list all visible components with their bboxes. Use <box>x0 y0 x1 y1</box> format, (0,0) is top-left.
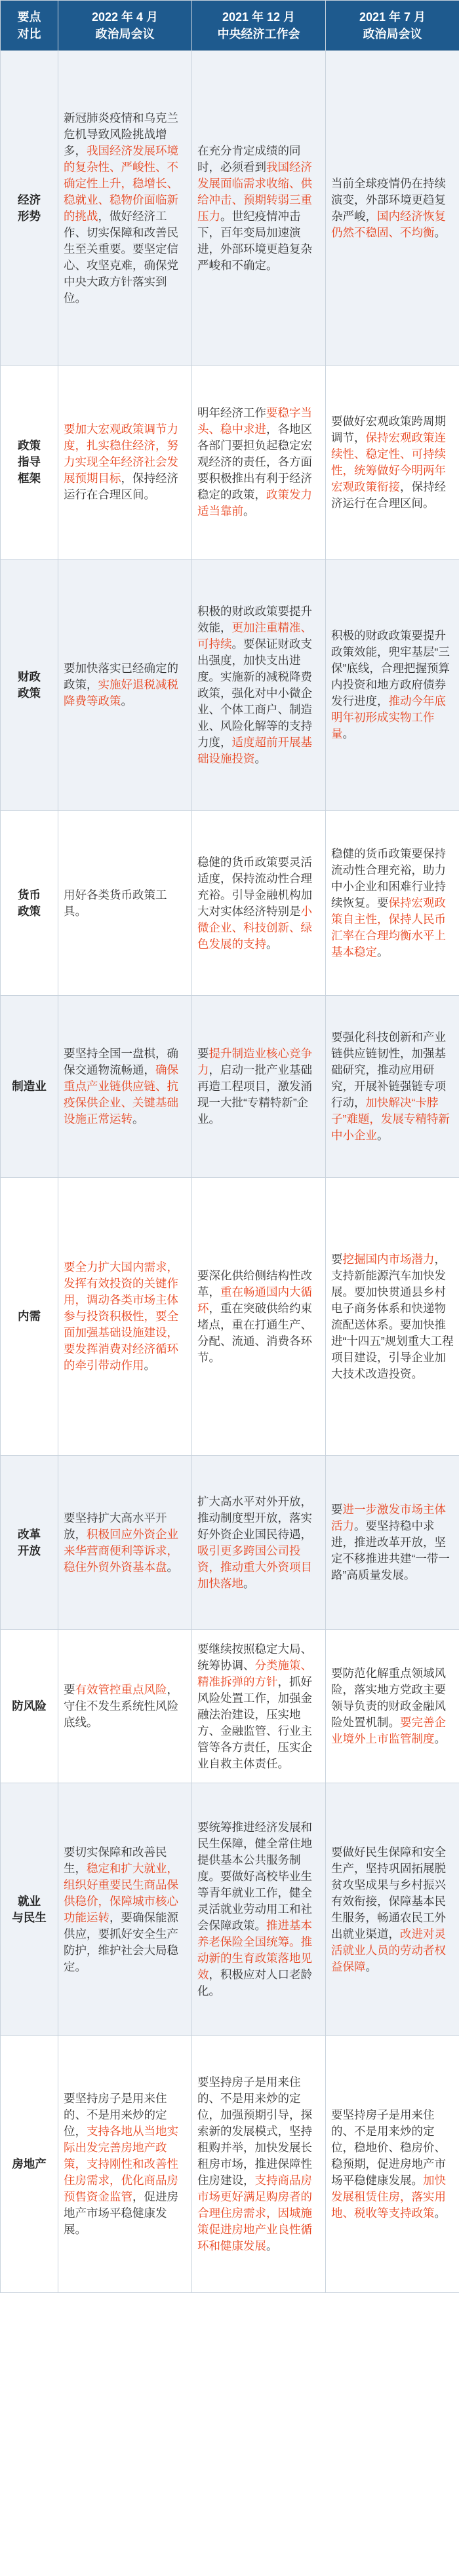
cell-text: 用好各类货币政策工具。 <box>64 888 167 918</box>
cell-text: 。 <box>434 2207 446 2220</box>
table-row <box>1 996 459 1178</box>
highlighted-text: 要完善企业境外上市监管制度 <box>331 1716 446 1745</box>
table-row <box>1 1630 459 1783</box>
table-row <box>1 811 459 996</box>
header-key-points: 要点 对比 <box>1 1 58 51</box>
table-row <box>1 2036 459 2293</box>
cell-2021-jul <box>326 996 459 1178</box>
highlighted-text: 确保重点产业链供应链、抗疫保供企业、关键基础设施正常运转 <box>64 1063 178 1126</box>
highlighted-text: 加快发展租赁住房，落实用地、税收等支持政策 <box>331 2174 446 2220</box>
cell-text: 。 <box>144 1359 155 1372</box>
cell-text: 要强化科技创新和产业链供应链韧性，加强基础研究，推动应用研究，开展补链强链专项行动， <box>331 1031 446 1109</box>
cell-text: 积极的财政政策要提升政策效能，兜牢基层“三保”底线，合理把握预算内投资和地方政府债券发行进度， <box>331 629 450 708</box>
cell-2022-apr <box>58 2036 192 2293</box>
highlighted-text: 提升制造业核心竞争力 <box>197 1047 312 1076</box>
highlighted-text: 吸引更多跨国公司投资，推动重大外资项目加快落地 <box>197 1544 312 1590</box>
row-label: 制造业 <box>1 996 58 1178</box>
cell-text: 。 <box>132 1112 144 1126</box>
highlighted-text: 分类施策、精准拆弹的方针 <box>197 1658 312 1688</box>
header-row <box>1 1 459 51</box>
table-row <box>1 559 459 811</box>
highlighted-text: 保持宏观政策连续性、稳定性、可持续性，统筹做好今明两年宏观政策衔接 <box>331 430 446 493</box>
highlighted-text: 稳定和扩大就业，组织好重要民生商品保供稳价，保障城市核心功能运转 <box>64 1861 178 1924</box>
cell-text: 。 <box>266 2239 278 2252</box>
cell-2022-apr <box>58 559 192 811</box>
row-label: 房地产 <box>1 2036 58 2293</box>
row-label: 财政 政策 <box>1 559 58 811</box>
highlighted-text: 支持各地从当地实际出发完善房地产政策，支持刚性和改善性住房需求，优化商品房预售资金监管 <box>64 2125 178 2203</box>
cell-text: 稳健的货币政策要保持流动性合理充裕，助力中小企业和困难行业持续恢复。要 <box>331 847 446 909</box>
cell-2021-jul <box>326 51 459 366</box>
cell-text: ，保持经济运行在合理区间。 <box>331 480 446 510</box>
cell-text: ，抓好风险处置工作，加强金融法治建设，压实地方、金融监管、行业主管等各方责任，压实企业自救主体责任。 <box>197 1675 312 1770</box>
table-row <box>1 366 459 559</box>
cell-text: ，各地区各部门要担负起稳定宏观经济的责任，各方面要积极推出有利于经济稳定的政策， <box>197 423 312 501</box>
cell-text: 。 <box>377 945 389 958</box>
cell-2021-jul <box>326 2036 459 2293</box>
highlighted-text: 适度超前开展基础设施投资 <box>197 735 312 765</box>
cell-text: 。 <box>365 1960 377 1973</box>
highlighted-text: 挖掘国内市场潜力 <box>342 1252 435 1266</box>
highlighted-text: 重在畅通国内大循环 <box>197 1285 312 1315</box>
highlighted-text: 要稳字当头、稳中求进 <box>197 406 312 436</box>
cell-2021-jul <box>326 366 459 559</box>
header-2021-jul-politburo: 2021 年 7 月 政治局会议 <box>326 1 459 51</box>
cell-text: 要坚持房子是用来住的、不是用来炒的定位，加强预期引导，探索新的发展模式，坚持租购并举，加快发展长租房市场，推进保障性住房建设， <box>197 2075 312 2187</box>
row-label: 经济 形势 <box>1 51 58 366</box>
highlighted-text: 要全力扩大国内需求，发挥有效投资的关键作用，调动各类市场主体参与投资积极性，要全面加强基础设施建设，要发挥消费对经济循环的牵引带动作用 <box>64 1260 178 1372</box>
cell-2021-dec <box>192 996 326 1178</box>
row-label: 货币 政策 <box>1 811 58 996</box>
cell-text: ，积极应对人口老龄化。 <box>197 1968 312 1998</box>
table-row <box>1 1456 459 1630</box>
cell-text: 。世纪疫情冲击下，百年变局加速演进，外部环境更趋复杂严峻和不确定。 <box>197 209 312 272</box>
highlighted-text: 积极回应外资企业来华营商便利等诉求，稳住外贸外资基本盘 <box>64 1527 178 1574</box>
cell-2021-jul <box>326 1630 459 1783</box>
cell-2021-dec <box>192 1783 326 2036</box>
cell-text: 。 <box>243 504 255 518</box>
cell-2021-dec <box>192 1630 326 1783</box>
cell-text: 要做好民生保障和安全生产，坚持巩固拓展脱贫攻坚成果与乡村振兴有效衔接，保障基本民生服务，畅通农民工外出就业渠道， <box>331 1845 446 1941</box>
row-label: 防风险 <box>1 1630 58 1783</box>
cell-2021-dec <box>192 2036 326 2293</box>
row-label: 政策 指导 框架 <box>1 366 58 559</box>
highlighted-text: 政策发力适当靠前 <box>197 488 312 518</box>
cell-text: 稳健的货币政策要灵活适度，保持流动性合理充裕。引导金融机构加大对实体经济特别是 <box>197 855 312 918</box>
cell-text: 要坚持扩大高水平开放， <box>64 1511 167 1541</box>
cell-text: 要做好宏观政策跨周期调节， <box>331 414 446 444</box>
cell-text: ，守住不发生系统性风险底线。 <box>64 1683 178 1729</box>
cell-text: 要 <box>197 1047 209 1060</box>
cell-2021-jul <box>326 1178 459 1456</box>
highlighted-text: 小微企业、科技创新、绿色发展的支持 <box>197 904 312 951</box>
cell-text: 要 <box>331 1503 343 1516</box>
cell-2022-apr <box>58 1783 192 2036</box>
cell-text: ，启动一批产业基础再造工程项目，激发涌现一大批“专精特新”企业。 <box>197 1063 312 1126</box>
cell-text: 要防范化解重点领域风险，落实地方党政主要领导负责的财政金融风险处置机制。 <box>331 1667 446 1729</box>
highlighted-text: 保持宏观政策自主性，保持人民币汇率在合理均衡水平上基本稳定 <box>331 896 446 958</box>
highlighted-text: 推进基本养老保险全国统筹。推动新的生育政策落地见效 <box>197 1919 312 1981</box>
cell-text: 。 <box>434 1732 446 1745</box>
highlighted-text: 国内经济恢复仍然不稳固、不均衡 <box>331 209 446 239</box>
table-row <box>1 1783 459 2036</box>
cell-2021-jul <box>326 559 459 811</box>
cell-2021-dec <box>192 51 326 366</box>
highlighted-text: 实施好退税减税降费等政策 <box>64 678 178 708</box>
highlighted-text: 加快解决“卡脖子”难题，发展专精特新中小企业 <box>331 1096 450 1142</box>
highlighted-text: 有效管控重点风险 <box>75 1683 167 1696</box>
cell-text: 当前全球疫情仍在持续演变，外部环境更趋复杂严峻， <box>331 176 446 223</box>
cell-text: ，要确保能源供应，要抓好安全生产防护，维护社会大局稳定。 <box>64 1910 178 1973</box>
cell-2022-apr <box>58 1178 192 1456</box>
cell-text: 。 <box>167 1560 178 1574</box>
highlighted-text: 推动今年底明年初形成实物工作量 <box>331 694 446 740</box>
cell-text: 。 <box>377 1129 389 1142</box>
header-2022-apr-politburo: 2022 年 4 月 政治局会议 <box>58 1 192 51</box>
cell-text: ，支持新能源汽车加快发展。要加快贯通县乡村电子商务体系和快递物流配送体系。要加快推进“十四五”规划重大工程项目建设，引导企业加大技术改造投资。 <box>331 1252 454 1380</box>
cell-text: 。 <box>266 937 278 951</box>
cell-2021-jul <box>326 811 459 996</box>
cell-2021-dec <box>192 366 326 559</box>
cell-text: 要加快落实已经确定的政策， <box>64 662 178 691</box>
cell-2022-apr <box>58 811 192 996</box>
row-label: 就业 与民生 <box>1 1783 58 2036</box>
highlighted-text: 改进对灵活就业人员的劳动者权益保障 <box>331 1927 446 1973</box>
cell-text: 扩大高水平对外开放，推动制度型开放，落实好外资企业国民待遇， <box>197 1494 312 1541</box>
highlighted-text: 进一步激发市场主体活力 <box>331 1503 446 1532</box>
cell-text: 新冠肺炎疫情和乌克兰危机导致风险挑战增多， <box>64 111 178 157</box>
table-row <box>1 1178 459 1456</box>
cell-text: 。 <box>243 1576 255 1590</box>
cell-text: 。要坚持稳中求进，推进改革开放，坚定不移推进共建“一带一路”高质量发展。 <box>331 1519 450 1582</box>
table-header <box>1 1 459 51</box>
cell-text: 要统筹推进经济发展和民生保障，健全常住地提供基本公共服务制度。要做好高校毕业生等青年就业工作，健全灵活就业劳动用工和社会保障政策。 <box>197 1821 312 1932</box>
cell-text: 。 <box>434 225 446 239</box>
cell-text: 要继续按照稳定大局、统筹协调、 <box>197 1642 312 1672</box>
cell-2022-apr <box>58 1630 192 1783</box>
highlighted-text: 支持商品房市场更好满足购房者的合理住房需求，因城施策促进房地产业良性循环和健康发展 <box>197 2174 312 2252</box>
cell-text: ，做好经济工作、切实保障和改善民生至关重要。要坚定信心、攻坚克难，确保党中央大政方针落实到位。 <box>64 209 178 305</box>
header-2021-dec-economic-conference: 2021 年 12 月 中央经济工作会 <box>192 1 326 51</box>
table-row <box>1 51 459 366</box>
cell-text: 。要保证财政支出强度，加快支出进度。实施新的减税降费政策，强化对中小微企业、个体工商户、制造业、风险化解等的支持力度， <box>197 637 312 749</box>
cell-2021-jul <box>326 1456 459 1630</box>
cell-text: ，促进房地产市场平稳健康发展。 <box>64 2190 178 2236</box>
cell-2021-dec <box>192 811 326 996</box>
cell-2021-dec <box>192 559 326 811</box>
cell-text: 要坚持房子是用来住的、不是用来炒的定位， <box>64 2092 167 2138</box>
highlighted-text: 要加大宏观政策调节力度，扎实稳住经济，努力实现全年经济社会发展预期目标 <box>64 423 178 485</box>
cell-2022-apr <box>58 1456 192 1630</box>
cell-text: 要切实保障和改善民生， <box>64 1845 167 1875</box>
cell-text: 。 <box>254 751 266 765</box>
cell-text: 。 <box>342 727 354 740</box>
cell-text: 要深化供给侧结构性改革， <box>197 1268 312 1298</box>
cell-text: ，保持经济运行在合理区间。 <box>64 472 178 501</box>
cell-text: 要 <box>64 1683 75 1696</box>
cell-2022-apr <box>58 996 192 1178</box>
cell-text: 。 <box>121 694 132 708</box>
highlighted-text: 我国经济发展环境的复杂性、严峻性、不确定性上升，稳增长、稳就业、稳物价面临新的挑战 <box>64 143 178 223</box>
highlighted-text: 我国经济发展面临需求收缩、供给冲击、预期转弱三重压力 <box>197 160 312 223</box>
cell-2021-dec <box>192 1178 326 1456</box>
highlighted-text: 更加注重精准、可持续 <box>197 620 312 651</box>
cell-2022-apr <box>58 366 192 559</box>
cell-text: 要坚持房子是用来住的、不是用来炒的定位，稳地价、稳房价、稳预期，促进房地产市场平稳健康发展。 <box>331 2108 446 2187</box>
row-label: 改革 开放 <box>1 1456 58 1630</box>
cell-text: 在充分肯定成绩的同时，必须看到 <box>197 143 301 174</box>
cell-text: 明年经济工作 <box>197 406 266 419</box>
cell-text: 要 <box>331 1252 343 1266</box>
cell-2022-apr <box>58 51 192 366</box>
cell-text: ，重在突破供给约束堵点，重在打通生产、分配、流通、消费各环节。 <box>197 1301 312 1364</box>
cell-text: 要坚持全国一盘棋，确保交通物流畅通， <box>64 1047 178 1076</box>
cell-2021-jul <box>326 1783 459 2036</box>
table-body <box>1 51 459 2293</box>
cell-2021-dec <box>192 1456 326 1630</box>
cell-text: 积极的财政政策要提升效能， <box>197 604 312 634</box>
row-label: 内需 <box>1 1178 58 1456</box>
